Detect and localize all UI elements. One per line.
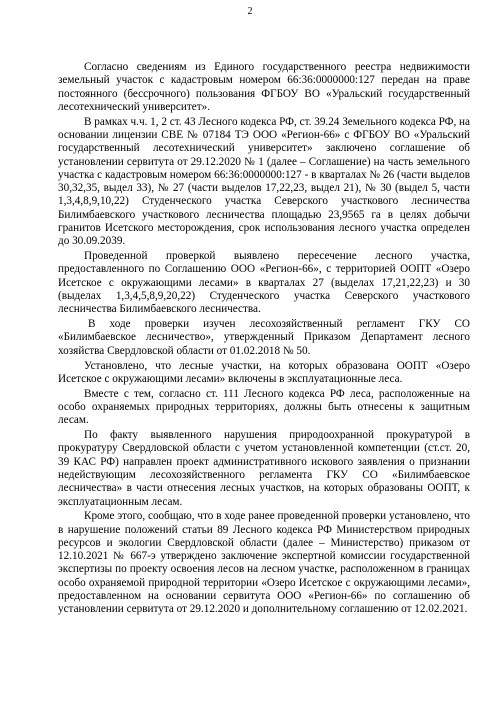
paragraph-servitude-agreement: В рамках ч.ч. 1, 2 ст. 43 Лесного кодекса РФ, ст. 39.24 Земельного кодекса РФ, на основании лицензии СВЕ № 07184 ТЭ ООО «Регион-66» с ФГБОУ ВО «Уральский государственный лесотехнический университет» заключено соглашение об установлении сервитута от 29.12.2020 № 1 (далее – Соглашение) на часть земельного участка с кадастровым номером 66:36:0000000:127 - в кварталах № 26 (части выделов 30,32,35, выдел 33), № 27 (части выделов 17,22,23, выдел 21), № 30 (выдел 5, части 1,3,4,8,9,10,22) Студенческого участка Северского участкового лесничества Билимбаевского участкового лесничества площадью 23,9565 га в целях добычи гранитов Исетского месторождения, срок использования лесного участка определен до 30.09.2039. (58, 115, 471, 248)
paragraph-protective-forests: Вместе с тем, согласно ст. 111 Лесного кодекса РФ леса, расположенные на особо охраняемых природных территориях, должны быть отнесены к защитным лесам. (58, 387, 470, 427)
paragraph-forestry-regulation: В ходе проверки изучен лесохозяйственный регламент ГКУ СО «Билимбаевское лесничество», утвержденный Приказом Департамент лесного хозяйства Свердловской области от 01.02.2018 № 50. (58, 318, 470, 357)
page-number: 2 (247, 6, 253, 17)
paragraph-egrn: Согласно сведениям из Единого государственного реестра недвижимости земельный участок с кадастровым номером 66:36:0000000:127 передан на праве постоянного (бессрочного) пользования ФГБОУ ВО «Уральский государственный лесотехнический университет». (58, 61, 470, 113)
paragraph-lawsuit-draft: По факту выявленного нарушения природоохранной прокуратурой в прокуратуру Свердловской области с учетом установленной компетенции (ст.ст. 20, 39 КАС РФ) направлен проект административного искового заявления о признании недействующим лесохозяйственного регламента ГКУ СО «Билимбаевское лесничества» в части отнесения лесных участков, на которых образованы ООПТ, к эксплуатационным лесам. (58, 429, 470, 508)
paragraph-intersection-found: Проведенной проверкой выявлено пересечение лесного участка, предоставленного по Соглашению ООО «Регион-66», с территорией ООПТ «Озеро Исетское с окружающими лесами» в кварталах 27 (выделах 17,21,22,23) и 30 (выделах 1,3,4,5,8,9,20,22) Студенческого участка Северского участкового лесничества Билимбаевского лесничества. (58, 250, 470, 316)
document-body (58, 61, 470, 618)
paragraph-exploitation-forests: Установлено, что лесные участки, на которых образована ООПТ «Озеро Исетское с окружающими лесами» включены в эксплуатационные леса. (58, 359, 470, 385)
paragraph-ministry-violation: Кроме этого, сообщаю, что в ходе ранее проведенной проверки установлено, что в нарушение положений статьи 89 Лесного кодекса РФ Министерством природных ресурсов и экологии Свердловской области (далее – Министерство) приказом от 12.10.2021 № 667-э утверждено заключение экспертной комиссии государственной экспертизы по проекту освоения лесов на лесном участке, расположенном в границах особо охраняемой природной территории «Озеро Исетское с окружающими лесами», предоставленном на основании сервитута ООО «Регион-66» по соглашению об установлении сервитута от 29.12.2020 и дополнительному соглашению от 12.02.2021. (58, 510, 470, 616)
